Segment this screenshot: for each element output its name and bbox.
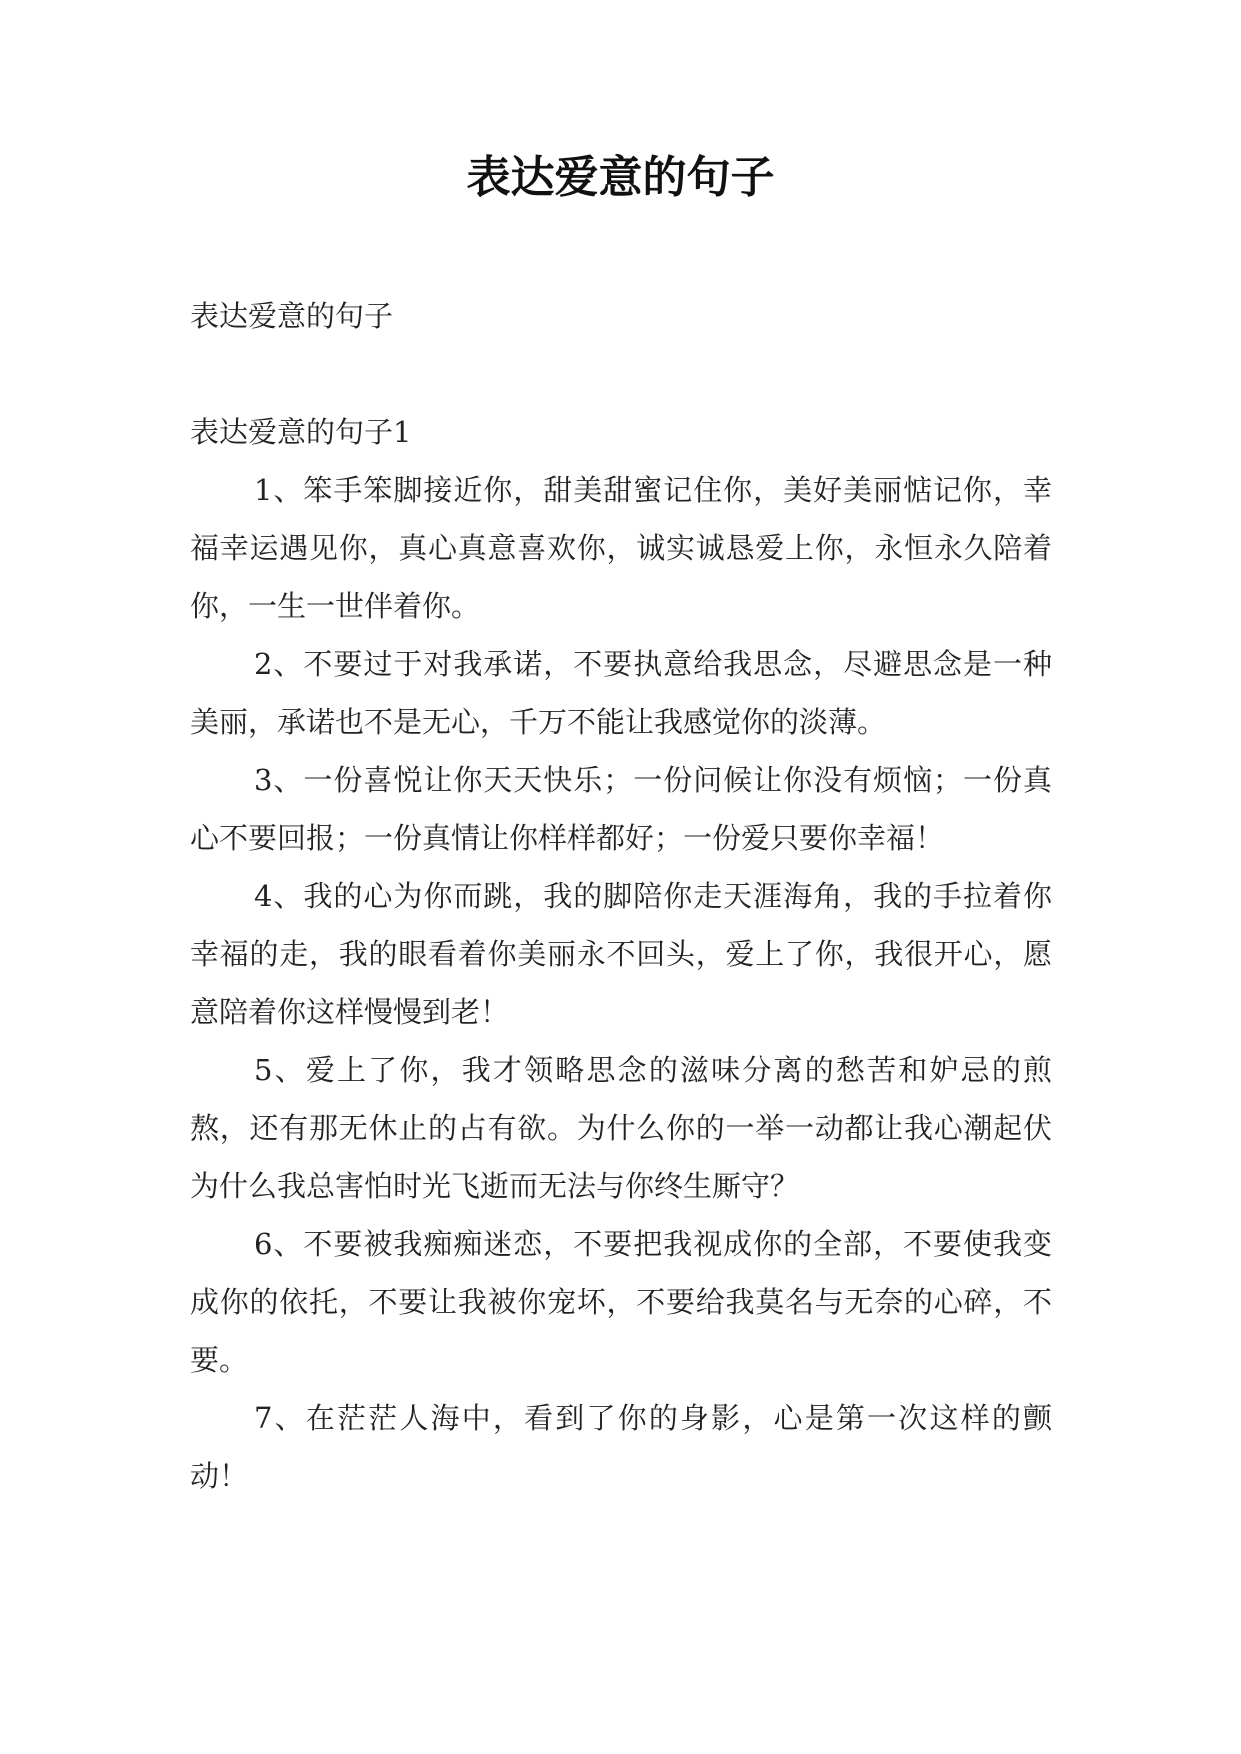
list-item: 6、不要被我痴痴迷恋，不要把我视成你的全部，不要使我变成你的依托，不要让我被你宠坏，不要给我莫名与无奈的心碎，不要。 (190, 1227, 1052, 1377)
list-item: 4、我的心为你而跳，我的脚陪你走天涯海角，我的手拉着你幸福的走，我的眼看着你美丽永不回头，爱上了你，我很开心，愿意陪着你这样慢慢到老！ (190, 879, 1052, 1029)
list-item: 5、爱上了你，我才领略思念的滋味分离的愁苦和妒忌的煎熬，还有那无休止的占有欲。为什么你的一举一动都让我心潮起伏为什么我总害怕时光飞逝而无法与你终生厮守？ (190, 1053, 1052, 1203)
document-title: 表达爱意的句子 (466, 152, 775, 203)
list-item: 1、笨手笨脚接近你，甜美甜蜜记住你，美好美丽惦记你，幸福幸运遇见你，真心真意喜欢你，诚实诚恳爱上你，永恒永久陪着你，一生一世伴着你。 (190, 473, 1052, 623)
document-body (190, 287, 1052, 1505)
blank-line (190, 345, 1052, 403)
document-subtitle: 表达爱意的句子 (190, 299, 394, 333)
list-item: 2、不要过于对我承诺，不要执意给我思念，尽避思念是一种美丽，承诺也不是无心，千万不能让我感觉你的淡薄。 (190, 647, 1052, 739)
section-heading: 表达爱意的句子1 (190, 415, 412, 449)
list-item: 3、一份喜悦让你天天快乐；一份问候让你没有烦恼；一份真心不要回报；一份真情让你样样都好；一份爱只要你幸福！ (190, 763, 1052, 855)
list-item: 7、在茫茫人海中，看到了你的身影，心是第一次这样的颤动！ (190, 1401, 1052, 1493)
